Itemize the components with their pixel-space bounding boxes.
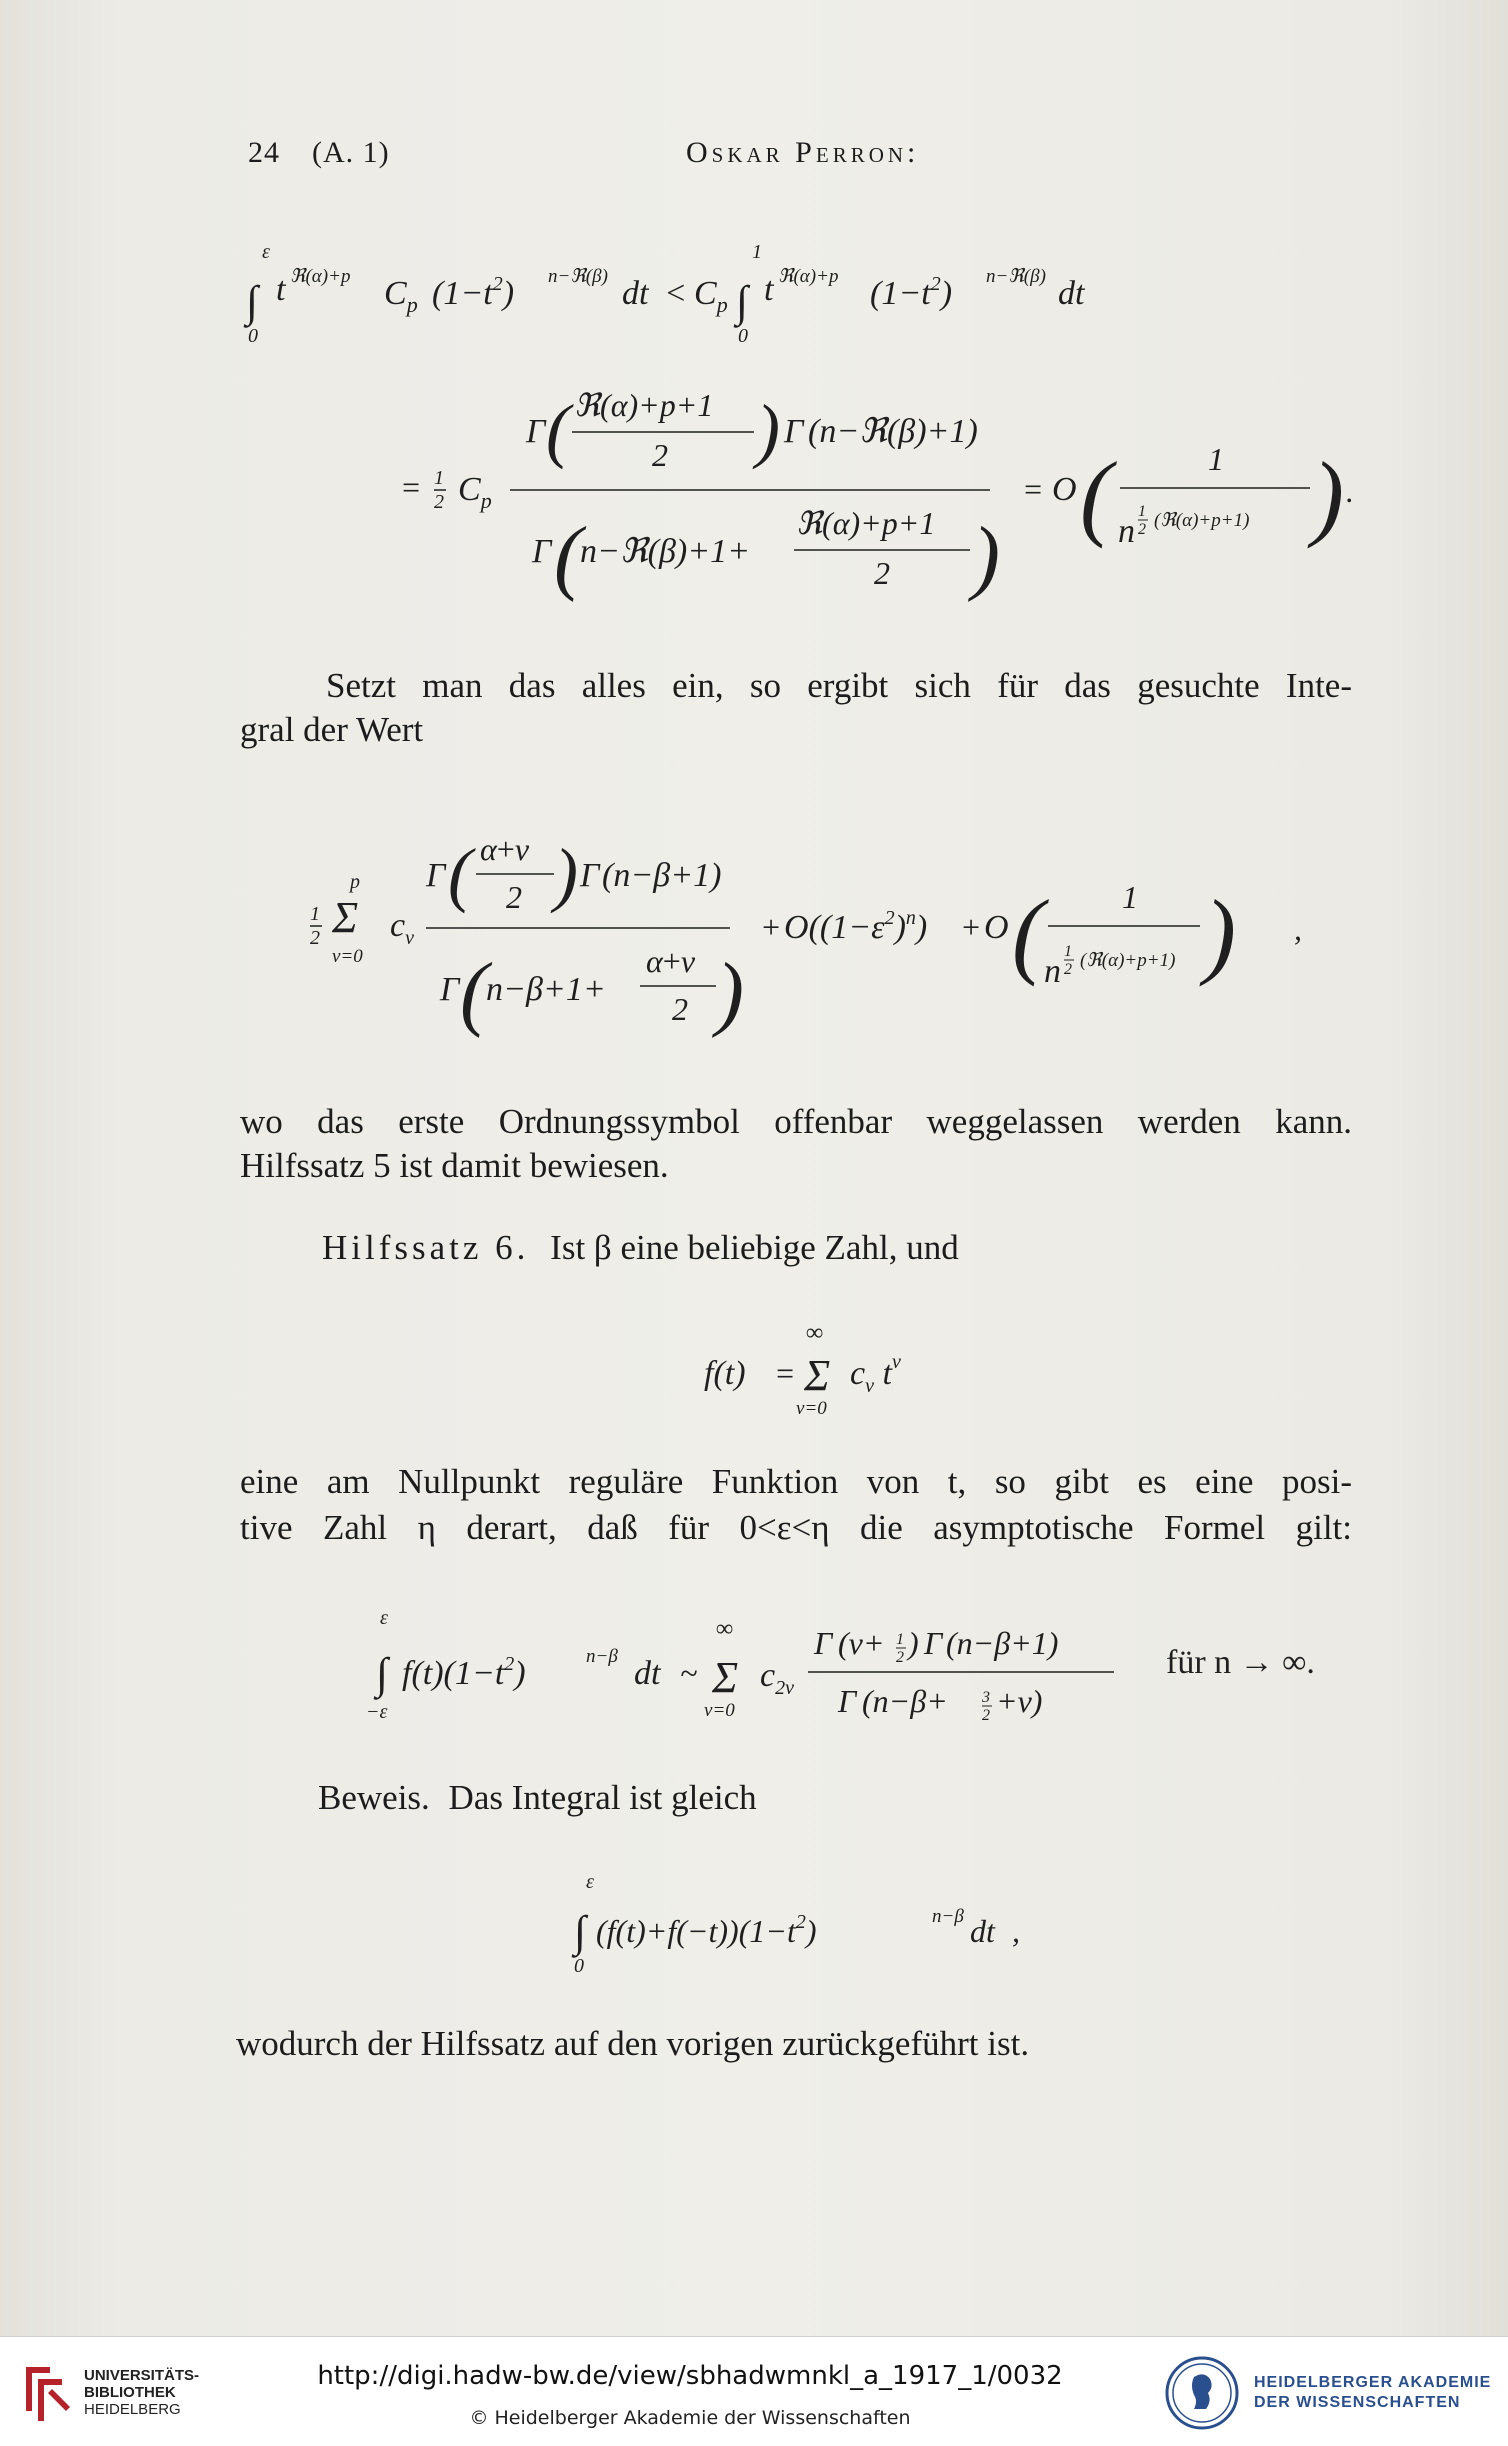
svg-text:): ) (716, 946, 744, 1039)
paragraph-3-line-2: tive Zahl η derart, daß für 0<ε<η die asymptotische Formel gilt: (240, 1508, 1352, 1547)
svg-text:∫: ∫ (376, 1649, 389, 1698)
svg-text:(ν+: (ν+ (838, 1625, 885, 1661)
svg-text:c2ν: $c_{2\nu}$ (760, 1657, 794, 1699)
svg-text:f(t)(1−t2): $f(t)(1-t^2)$ (402, 1653, 526, 1692)
svg-text:ℜ(α)+p: ℜ(α)+p (778, 266, 839, 287)
svg-text:.: . (1346, 473, 1354, 509)
svg-text:Cp: $C_p$ (458, 471, 492, 513)
svg-text:): ) (554, 834, 578, 914)
svg-text:): ) (972, 510, 1000, 603)
svg-text:ℜ(α)+p+1: ℜ(α)+p+1 (574, 387, 714, 423)
source-url-link[interactable]: http://digi.hadw-bw.de/view/sbhadwmnkl_a_1917_1/0032 (317, 2361, 1063, 2391)
svg-text:Γ: Γ (814, 1625, 833, 1661)
svg-text:n−β+1+: n−β+1+ (486, 971, 606, 1008)
svg-text:(n−ℜ(β)+1): (n−ℜ(β)+1) (808, 413, 978, 450)
svg-text:): ) (1204, 880, 1236, 987)
author-header: Oskar Perron: (686, 136, 920, 169)
lemma-text: Ist β eine beliebige Zahl, und (550, 1228, 959, 1267)
paragraph-2-line-1: wo das erste Ordnungssymbol offenbar weggelassen werden kann. (240, 1102, 1352, 1141)
lemma-6-statement (240, 1224, 1352, 1272)
svg-text:n−β: n−β (932, 1906, 964, 1927)
svg-text:t: t (276, 271, 286, 308)
svg-text:(n−β+: (n−β+ (862, 1683, 948, 1719)
svg-text:dt: dt (622, 275, 649, 312)
svg-text:ν=0: ν=0 (704, 1700, 735, 1721)
formula-1-line-1 (236, 238, 1136, 358)
page-number: 24 (248, 136, 280, 169)
svg-text:1: 1 (434, 467, 444, 489)
paragraph-2-line-2: Hilfssatz 5 ist damit bewiesen. (240, 1146, 669, 1185)
svg-text:Cp: $C_p$ (384, 275, 418, 317)
svg-text:): ) (908, 1625, 919, 1661)
svg-text:1: 1 (896, 1631, 904, 1648)
svg-text:Γ: Γ (784, 413, 804, 450)
svg-text:(f(t)+f(−t))(1−t2): $(f(t)+f(-t))(1-t^2)$ (596, 1911, 817, 1949)
svg-text:=: = (1022, 471, 1044, 507)
formula-1-line-2 (390, 370, 1370, 610)
svg-text:O: O (984, 909, 1009, 946)
paragraph-4: wodurch der Hilfssatz auf den vorigen zurückgeführt ist. (236, 2024, 1030, 2063)
svg-text:2: 2 (874, 555, 890, 591)
svg-text:2: 2 (896, 1649, 904, 1666)
svg-text:+ν): +ν) (996, 1683, 1043, 1719)
svg-text:1: 1 (1122, 879, 1138, 915)
svg-text:(: ( (460, 946, 488, 1039)
svg-text:ℜ(α)+p+1: ℜ(α)+p+1 (796, 505, 936, 541)
svg-text:1: 1 (752, 241, 762, 263)
svg-text:Γ: Γ (580, 857, 600, 894)
svg-text:∫: ∫ (736, 277, 749, 326)
svg-text:n: n (1044, 953, 1061, 990)
svg-text:Γ: Γ (532, 533, 552, 570)
svg-text:2: 2 (506, 879, 522, 915)
paragraph-3-line-1: eine am Nullpunkt reguläre Funktion von t, so gibt es eine posi- (240, 1462, 1352, 1501)
svg-text:Γ: Γ (924, 1625, 943, 1661)
svg-text:O: O (1052, 471, 1077, 508)
svg-text:Γ: Γ (440, 971, 460, 1008)
svg-text:−ε: −ε (366, 1701, 388, 1723)
svg-text:p: p (350, 871, 360, 893)
copyright-notice: © Heidelberger Akademie der Wissenschaften (469, 2407, 911, 2429)
svg-text:<: < (664, 275, 687, 312)
svg-text:n−ℜ(β): n−ℜ(β) (548, 266, 608, 287)
svg-text:1: 1 (1138, 503, 1146, 520)
svg-text:ε: ε (586, 1871, 594, 1893)
svg-text:,: , (1294, 911, 1302, 947)
svg-text:dt: dt (970, 1913, 995, 1949)
svg-text:cν tν: $c_\nu$ $t^\nu$ (850, 1351, 901, 1397)
svg-text:(: ( (554, 510, 582, 603)
svg-text:dt: dt (1058, 275, 1085, 312)
svg-text:=: = (400, 469, 422, 505)
academy-name: HEIDELBERGER AKADEMIE DER WISSENSCHAFTEN (1254, 2374, 1492, 2411)
svg-text:2: 2 (982, 1707, 990, 1724)
proof-start (240, 1774, 1352, 1822)
svg-text:f(t): f(t) (704, 1355, 746, 1392)
svg-text:(: ( (1012, 880, 1044, 987)
svg-text:(1−t2): $(1-t^2)$ (870, 273, 953, 312)
svg-text:2: 2 (672, 991, 688, 1027)
svg-text:2: 2 (652, 437, 668, 473)
svg-text:Γ: Γ (838, 1683, 857, 1719)
svg-text:(ℜ(α)+p+1): (ℜ(α)+p+1) (1080, 950, 1176, 971)
svg-text:2: 2 (1064, 961, 1072, 978)
svg-text:+: + (960, 909, 982, 945)
svg-text:∞: ∞ (716, 1616, 734, 1642)
svg-text:Σ: Σ (332, 893, 359, 942)
svg-text:Σ: Σ (804, 1351, 831, 1400)
svg-text:0: 0 (574, 1955, 584, 1977)
svg-text:3: 3 (982, 1689, 990, 1706)
svg-text:1: 1 (310, 903, 320, 925)
paragraph-1-line-2: gral der Wert (240, 710, 424, 749)
formula-2 (300, 808, 1320, 1048)
svg-text:ν=0: ν=0 (796, 1398, 827, 1419)
svg-text:∫: ∫ (574, 1907, 587, 1956)
formula-4-limit: für n → ∞. (1166, 1644, 1315, 1681)
formula-3 (690, 1310, 950, 1430)
svg-text:1: 1 (1064, 943, 1072, 960)
svg-text:cν: $c_\nu$ (390, 907, 414, 949)
svg-text:Γ: Γ (526, 413, 546, 450)
section-label: (A. 1) (312, 136, 390, 169)
svg-text:ε: ε (262, 241, 270, 263)
svg-text:n−ℜ(β): n−ℜ(β) (986, 266, 1046, 287)
academy-seal-icon (1164, 2355, 1240, 2431)
svg-text:(n−β+1): (n−β+1) (602, 857, 722, 894)
svg-text:,: , (1012, 1913, 1020, 1949)
svg-text:t: t (764, 271, 774, 308)
svg-text:Cp: $C_p$ (694, 275, 728, 317)
svg-text:∫: ∫ (246, 277, 259, 326)
proof-text: Das Integral ist gleich (448, 1778, 757, 1817)
svg-text:∞: ∞ (806, 1320, 824, 1346)
svg-text:0: 0 (738, 325, 748, 347)
university-library-name: UNIVERSITÄTS- BIBLIOTHEK HEIDELBERG (84, 2367, 200, 2418)
svg-text:(1−t2): $(1-t^2)$ (432, 273, 515, 312)
university-library-logo-icon (16, 2359, 76, 2425)
svg-text:n: n (1118, 513, 1135, 550)
svg-text:1: 1 (1208, 441, 1224, 477)
svg-text:(n−β+1): (n−β+1) (946, 1625, 1059, 1661)
svg-text:0: 0 (248, 325, 258, 347)
paragraph-1-line-1: Setzt man das alles ein, so ergibt sich für das gesuchte Inte- (326, 666, 1352, 705)
svg-text:ε: ε (380, 1607, 388, 1629)
page-footer (0, 2336, 1508, 2446)
svg-text:(: ( (546, 390, 570, 470)
svg-text:+: + (760, 909, 782, 945)
svg-text:Σ: Σ (712, 1653, 739, 1702)
svg-text:Γ: Γ (426, 857, 446, 894)
svg-text:ℜ(α)+p: ℜ(α)+p (290, 266, 351, 287)
svg-text:(ℜ(α)+p+1): (ℜ(α)+p+1) (1154, 510, 1250, 531)
svg-text:n−ℜ(β)+1+: n−ℜ(β)+1+ (580, 533, 751, 570)
svg-text:dt: dt (634, 1655, 661, 1692)
svg-text:=: = (774, 1355, 796, 1391)
formula-5 (566, 1866, 1046, 1986)
svg-text:O((1−ε2)n): $O((1-\varepsilon^2)^n)$ (784, 907, 928, 946)
svg-text:(: ( (1080, 442, 1112, 549)
svg-text:2: 2 (1138, 521, 1146, 538)
svg-text:α+ν: α+ν (480, 831, 530, 867)
svg-text:(: ( (448, 834, 472, 914)
lemma-title: Hilfssatz 6. (322, 1228, 530, 1267)
svg-text:α+ν: α+ν (646, 943, 696, 979)
svg-text:): ) (1312, 442, 1344, 549)
svg-text:ν=0: ν=0 (332, 946, 363, 967)
proof-title: Beweis. (318, 1778, 430, 1817)
svg-text:n−β: n−β (586, 1646, 618, 1667)
svg-text:2: 2 (434, 491, 444, 513)
svg-text:2: 2 (310, 927, 320, 949)
svg-text:~: ~ (680, 1655, 698, 1691)
svg-text:): ) (756, 390, 780, 470)
